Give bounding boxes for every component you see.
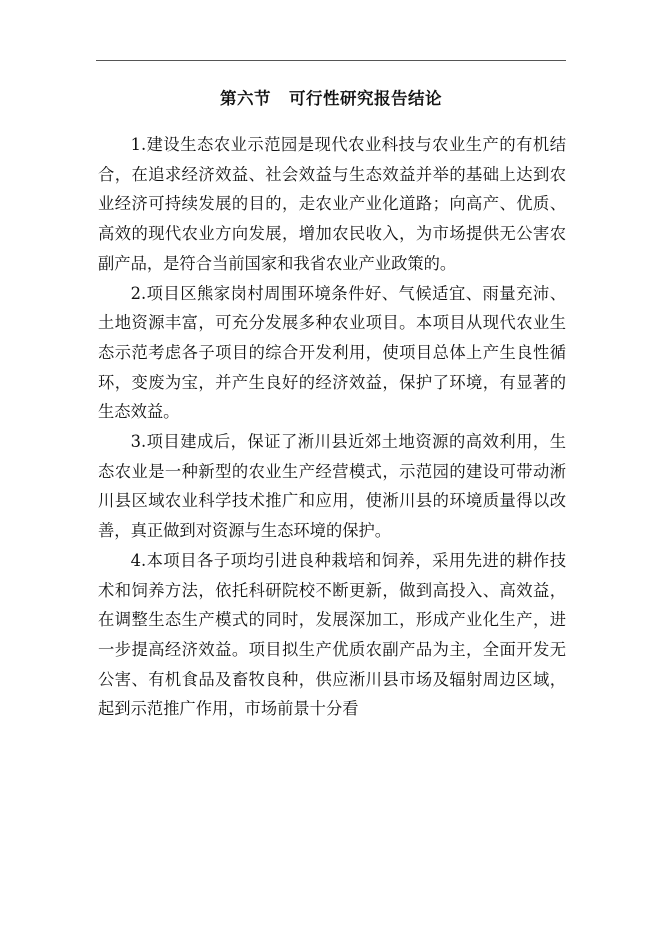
paragraph-3: 3.项目建成后，保证了淅川县近郊土地资源的高效利用，生态农业是一种新型的农业生产经营模式，示范园的建设可带动淅川县区域农业科学技术推广和应用，使淅川县的环境质量得以改善，真正做到对资源与生态环境的保护。 [98,432,566,541]
header-rule [96,60,566,61]
body-text [98,130,566,724]
section-heading [96,86,566,112]
paragraph-1: 1.建设生态农业示范园是现代农业科技与农业生产的有机结合，在追求经济效益、社会效益与生态效益并举的基础上达到农业经济可持续发展的目的，走农业产业化道路；向高产、优质、高效的现代农业方向发展，增加农民收入，为市场提供无公害农副产品，是符合当前国家和我省农业产业政策的。 [98,135,566,273]
section-number: 第六节 [220,89,271,108]
paragraph-4: 4.本项目各子项均引进良种栽培和饲养，采用先进的耕作技术和饲养方法，依托科研院校不断更新，做到高投入、高效益，在调整生态生产模式的同时，发展深加工，形成产业化生产，进一步提高经济效益。项目拟生产优质农副产品为主，全面开发无公害、有机食品及畜牧良种，供应淅川县市场及辐射周边区域，起到示范推广作用，市场前景十分看 [98,550,566,719]
paragraph-2: 2.项目区熊家岗村周围环境条件好、气候适宜、雨量充沛、土地资源丰富，可充分发展多种农业项目。本项目从现代农业生态示范考虑各子项目的综合开发利用，使项目总体上产生良性循环，变废为宝，并产生良好的经济效益，保护了环境，有显著的生态效益。 [98,283,566,422]
section-title: 可行性研究报告结论 [289,89,442,108]
